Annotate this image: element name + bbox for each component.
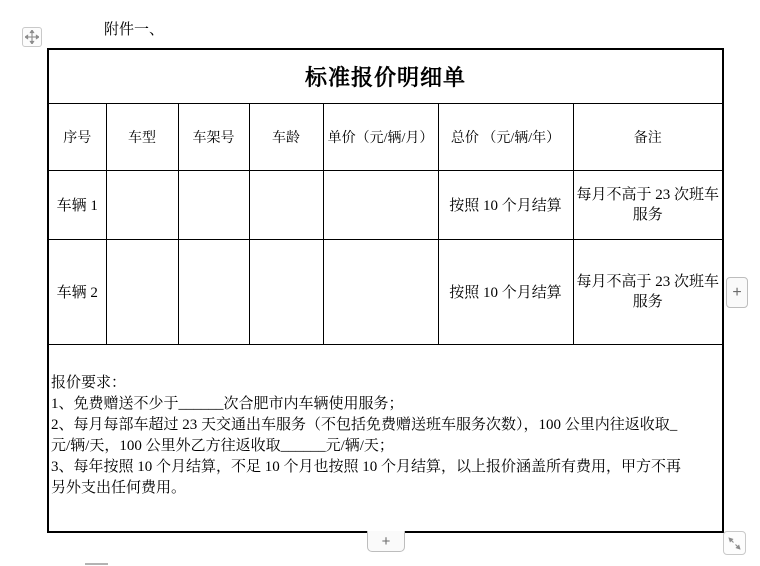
resize-diagonal-icon (727, 536, 742, 551)
table-row (48, 170, 723, 239)
table-title-cell[interactable] (48, 49, 723, 103)
table-resize-handle[interactable] (723, 531, 746, 555)
table-row (48, 239, 723, 344)
cell-age[interactable] (249, 239, 323, 344)
cell-text: 按照 10 个月结算 (449, 285, 562, 301)
header-cell-total-price[interactable] (438, 103, 573, 170)
insert-column-button[interactable] (726, 277, 748, 308)
cell-text: 车辆 2 (56, 285, 98, 301)
header-label: 车型 (128, 130, 156, 146)
notes-line: 3、每年按照 10 个月结算，不足 10 个月也按照 10 个月结算，以上报价涵盖所有费用，甲方不再 (51, 458, 682, 475)
cell-remark[interactable] (573, 170, 723, 239)
header-label: 单价（元/辆/月） (327, 130, 434, 146)
bottom-edge-fragment (85, 563, 108, 565)
table-move-handle[interactable] (22, 27, 42, 47)
cell-unit-price[interactable] (323, 170, 438, 239)
header-label: 车龄 (272, 130, 300, 146)
header-cell-unit-price[interactable] (323, 103, 438, 170)
header-label: 车架号 (192, 130, 235, 146)
cell-remark[interactable] (573, 239, 723, 344)
notes-line: 另外支出任何费用。 (51, 479, 187, 496)
cell-seq[interactable] (48, 170, 106, 239)
cell-age[interactable] (249, 170, 323, 239)
cell-seq[interactable] (48, 239, 106, 344)
header-cell-age[interactable] (249, 103, 323, 170)
plus-icon: + (732, 283, 742, 301)
header-cell-seq[interactable] (48, 103, 106, 170)
notes-line: 2、每月每部车超过 23 天交通出车服务（不包括免费赠送班车服务次数），100 公里内往返收取_ (51, 416, 678, 433)
header-cell-remark[interactable] (573, 103, 723, 170)
cell-total-price[interactable] (438, 170, 573, 239)
table-title: 标准报价明细单 (304, 64, 466, 90)
header-cell-frame-no[interactable] (178, 103, 249, 170)
notes-line: 1、免费赠送不少于______次合肥市内车辆使用服务； (51, 395, 404, 412)
notes-cell[interactable] (48, 344, 723, 532)
cell-model[interactable] (106, 239, 178, 344)
header-cell-model[interactable] (106, 103, 178, 170)
cell-text: 车辆 1 (56, 198, 98, 214)
cell-frame-no[interactable] (178, 239, 249, 344)
header-label: 序号 (63, 130, 92, 146)
cell-unit-price[interactable] (323, 239, 438, 344)
attachment-label: 附件一、 (104, 22, 165, 38)
insert-row-button[interactable] (367, 531, 405, 552)
move-icon (25, 30, 39, 44)
cell-text: 每月不高于 23 次班车服务 (576, 186, 719, 223)
notes-heading: 报价要求： (51, 374, 127, 391)
plus-icon: + (381, 532, 391, 550)
quotation-table (47, 48, 724, 533)
cell-text: 按照 10 个月结算 (449, 198, 562, 214)
header-label: 总价 （元/辆/年） (450, 130, 561, 146)
cell-model[interactable] (106, 170, 178, 239)
notes-line: 元/辆/天，100 公里外乙方往返收取______元/辆/天； (51, 437, 394, 454)
cell-text: 每月不高于 23 次班车服务 (576, 273, 719, 310)
cell-total-price[interactable] (438, 239, 573, 344)
cell-frame-no[interactable] (178, 170, 249, 239)
header-label: 备注 (633, 130, 662, 146)
